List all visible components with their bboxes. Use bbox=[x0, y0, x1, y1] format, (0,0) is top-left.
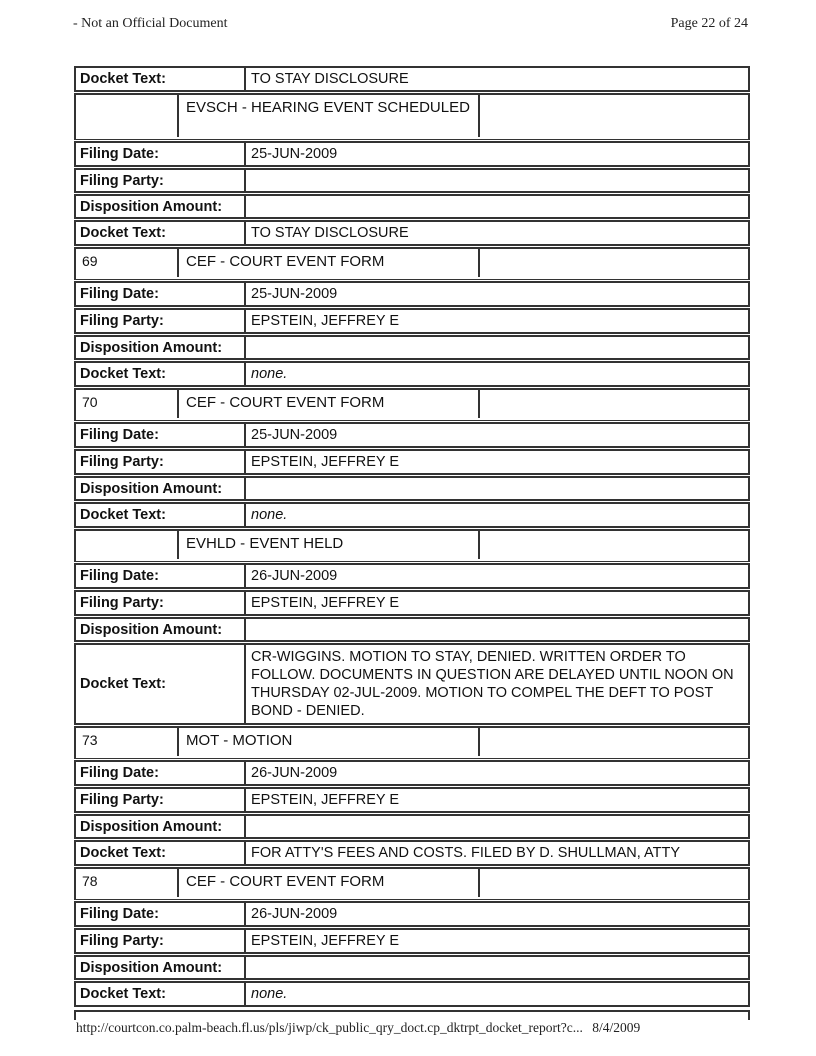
disposition-row bbox=[74, 617, 750, 642]
docket-text-row bbox=[74, 981, 750, 1007]
disposition-label: Disposition Amount: bbox=[76, 478, 246, 499]
filing-party-value: EPSTEIN, JEFFREY E bbox=[251, 454, 399, 470]
filing-date-label: Filing Date: bbox=[76, 424, 246, 446]
filing-date-value: 25-JUN-2009 bbox=[251, 146, 338, 162]
document-disclaimer: - Not an Official Document bbox=[73, 16, 228, 31]
disposition-label: Disposition Amount: bbox=[76, 337, 246, 358]
docket-text-row bbox=[74, 502, 750, 528]
entry-type: CEF - COURT EVENT FORM bbox=[180, 390, 480, 418]
filing-date-row bbox=[74, 141, 750, 167]
disposition-value bbox=[246, 337, 748, 358]
filing-party-value bbox=[246, 170, 748, 191]
filing-date-value: 25-JUN-2009 bbox=[251, 286, 338, 302]
entry-type: MOT - MOTION bbox=[180, 728, 480, 756]
disposition-row bbox=[74, 476, 750, 501]
docket-text-row bbox=[74, 361, 750, 387]
filing-party-label: Filing Party: bbox=[76, 930, 246, 952]
filing-party-label: Filing Party: bbox=[76, 592, 246, 614]
filing-date-value: 26-JUN-2009 bbox=[251, 568, 338, 584]
filing-party-row bbox=[74, 590, 750, 616]
docket-text-row bbox=[74, 643, 750, 725]
docket-text-label: Docket Text: bbox=[76, 842, 246, 864]
filing-party-value: EPSTEIN, JEFFREY E bbox=[251, 933, 399, 949]
disposition-value bbox=[246, 478, 748, 499]
docket-text-value: CR-WIGGINS. MOTION TO STAY, DENIED. WRITTEN ORDER TO FOLLOW. DOCUMENTS IN QUESTION ARE DELAYED UNTIL NOON ON THURSDAY 02-JUL-2009. MOTION TO COMPEL THE DEFT TO POST BOND - DENIED. bbox=[251, 649, 734, 719]
docket-text-value: TO STAY DISCLOSURE bbox=[251, 71, 409, 87]
disposition-value bbox=[246, 196, 748, 217]
docket-text-label: Docket Text: bbox=[76, 645, 246, 723]
next-entry-edge bbox=[74, 1010, 750, 1020]
docket-text-label: Docket Text: bbox=[76, 222, 246, 244]
entry-type: EVHLD - EVENT HELD bbox=[180, 531, 480, 559]
docket-text-value: none. bbox=[251, 986, 288, 1002]
filing-party-label: Filing Party: bbox=[76, 451, 246, 473]
disposition-value bbox=[246, 816, 748, 837]
filing-date-value: 26-JUN-2009 bbox=[251, 906, 338, 922]
docket-text-value: TO STAY DISCLOSURE bbox=[251, 225, 409, 241]
docket-entry-header bbox=[74, 529, 750, 562]
filing-party-label: Filing Party: bbox=[76, 310, 246, 332]
docket-report bbox=[74, 66, 750, 1020]
docket-text-row bbox=[74, 840, 750, 866]
disposition-label: Disposition Amount: bbox=[76, 619, 246, 640]
filing-date-row bbox=[74, 281, 750, 307]
entry-number: 69 bbox=[76, 249, 179, 277]
docket-entry-header bbox=[74, 247, 750, 280]
filing-date-label: Filing Date: bbox=[76, 762, 246, 784]
filing-date-label: Filing Date: bbox=[76, 565, 246, 587]
docket-text-value: none. bbox=[251, 366, 288, 382]
disposition-row bbox=[74, 194, 750, 219]
docket-entry-header bbox=[74, 726, 750, 759]
filing-date-value: 26-JUN-2009 bbox=[251, 765, 338, 781]
filing-party-row bbox=[74, 928, 750, 954]
filing-date-row bbox=[74, 901, 750, 927]
disposition-value bbox=[246, 619, 748, 640]
docket-entry-header bbox=[74, 93, 750, 140]
docket-text-row bbox=[74, 66, 750, 92]
entry-type: EVSCH - HEARING EVENT SCHEDULED bbox=[180, 95, 480, 137]
docket-text-row bbox=[74, 220, 750, 246]
docket-text-label: Docket Text: bbox=[76, 68, 246, 90]
print-date: 8/4/2009 bbox=[592, 1020, 641, 1035]
page-footer bbox=[76, 1020, 640, 1036]
disposition-value bbox=[246, 957, 748, 978]
filing-party-label: Filing Party: bbox=[76, 170, 246, 191]
docket-entry-header bbox=[74, 867, 750, 900]
entry-number: 78 bbox=[76, 869, 179, 897]
filing-date-row bbox=[74, 760, 750, 786]
disposition-row bbox=[74, 955, 750, 980]
docket-text-label: Docket Text: bbox=[76, 363, 246, 385]
docket-text-label: Docket Text: bbox=[76, 983, 246, 1005]
entry-number bbox=[76, 531, 179, 559]
filing-party-label: Filing Party: bbox=[76, 789, 246, 811]
filing-party-row bbox=[74, 449, 750, 475]
page-number: Page 22 of 24 bbox=[670, 16, 748, 31]
docket-text-value: FOR ATTY'S FEES AND COSTS. FILED BY D. SHULLMAN, ATTY bbox=[251, 845, 680, 861]
disposition-label: Disposition Amount: bbox=[76, 816, 246, 837]
entry-number: 73 bbox=[76, 728, 179, 756]
source-url: http://courtcon.co.palm-beach.fl.us/pls/jiwp/ck_public_qry_doct.cp_dktrpt_docket_report?c... bbox=[76, 1020, 583, 1035]
filing-party-row bbox=[74, 308, 750, 334]
filing-party-row bbox=[74, 168, 750, 193]
filing-date-value: 25-JUN-2009 bbox=[251, 427, 338, 443]
filing-party-row bbox=[74, 787, 750, 813]
entry-number bbox=[76, 95, 179, 137]
entry-type: CEF - COURT EVENT FORM bbox=[180, 869, 480, 897]
entry-type: CEF - COURT EVENT FORM bbox=[180, 249, 480, 277]
filing-date-label: Filing Date: bbox=[76, 903, 246, 925]
docket-entry-header bbox=[74, 388, 750, 421]
filing-party-value: EPSTEIN, JEFFREY E bbox=[251, 595, 399, 611]
docket-text-label: Docket Text: bbox=[76, 504, 246, 526]
filing-date-row bbox=[74, 563, 750, 589]
filing-party-value: EPSTEIN, JEFFREY E bbox=[251, 313, 399, 329]
disposition-row bbox=[74, 335, 750, 360]
entry-number: 70 bbox=[76, 390, 179, 418]
filing-date-row bbox=[74, 422, 750, 448]
disposition-label: Disposition Amount: bbox=[76, 957, 246, 978]
docket-text-value: none. bbox=[251, 507, 288, 523]
disposition-label: Disposition Amount: bbox=[76, 196, 246, 217]
filing-party-value: EPSTEIN, JEFFREY E bbox=[251, 792, 399, 808]
disposition-row bbox=[74, 814, 750, 839]
filing-date-label: Filing Date: bbox=[76, 143, 246, 165]
filing-date-label: Filing Date: bbox=[76, 283, 246, 305]
